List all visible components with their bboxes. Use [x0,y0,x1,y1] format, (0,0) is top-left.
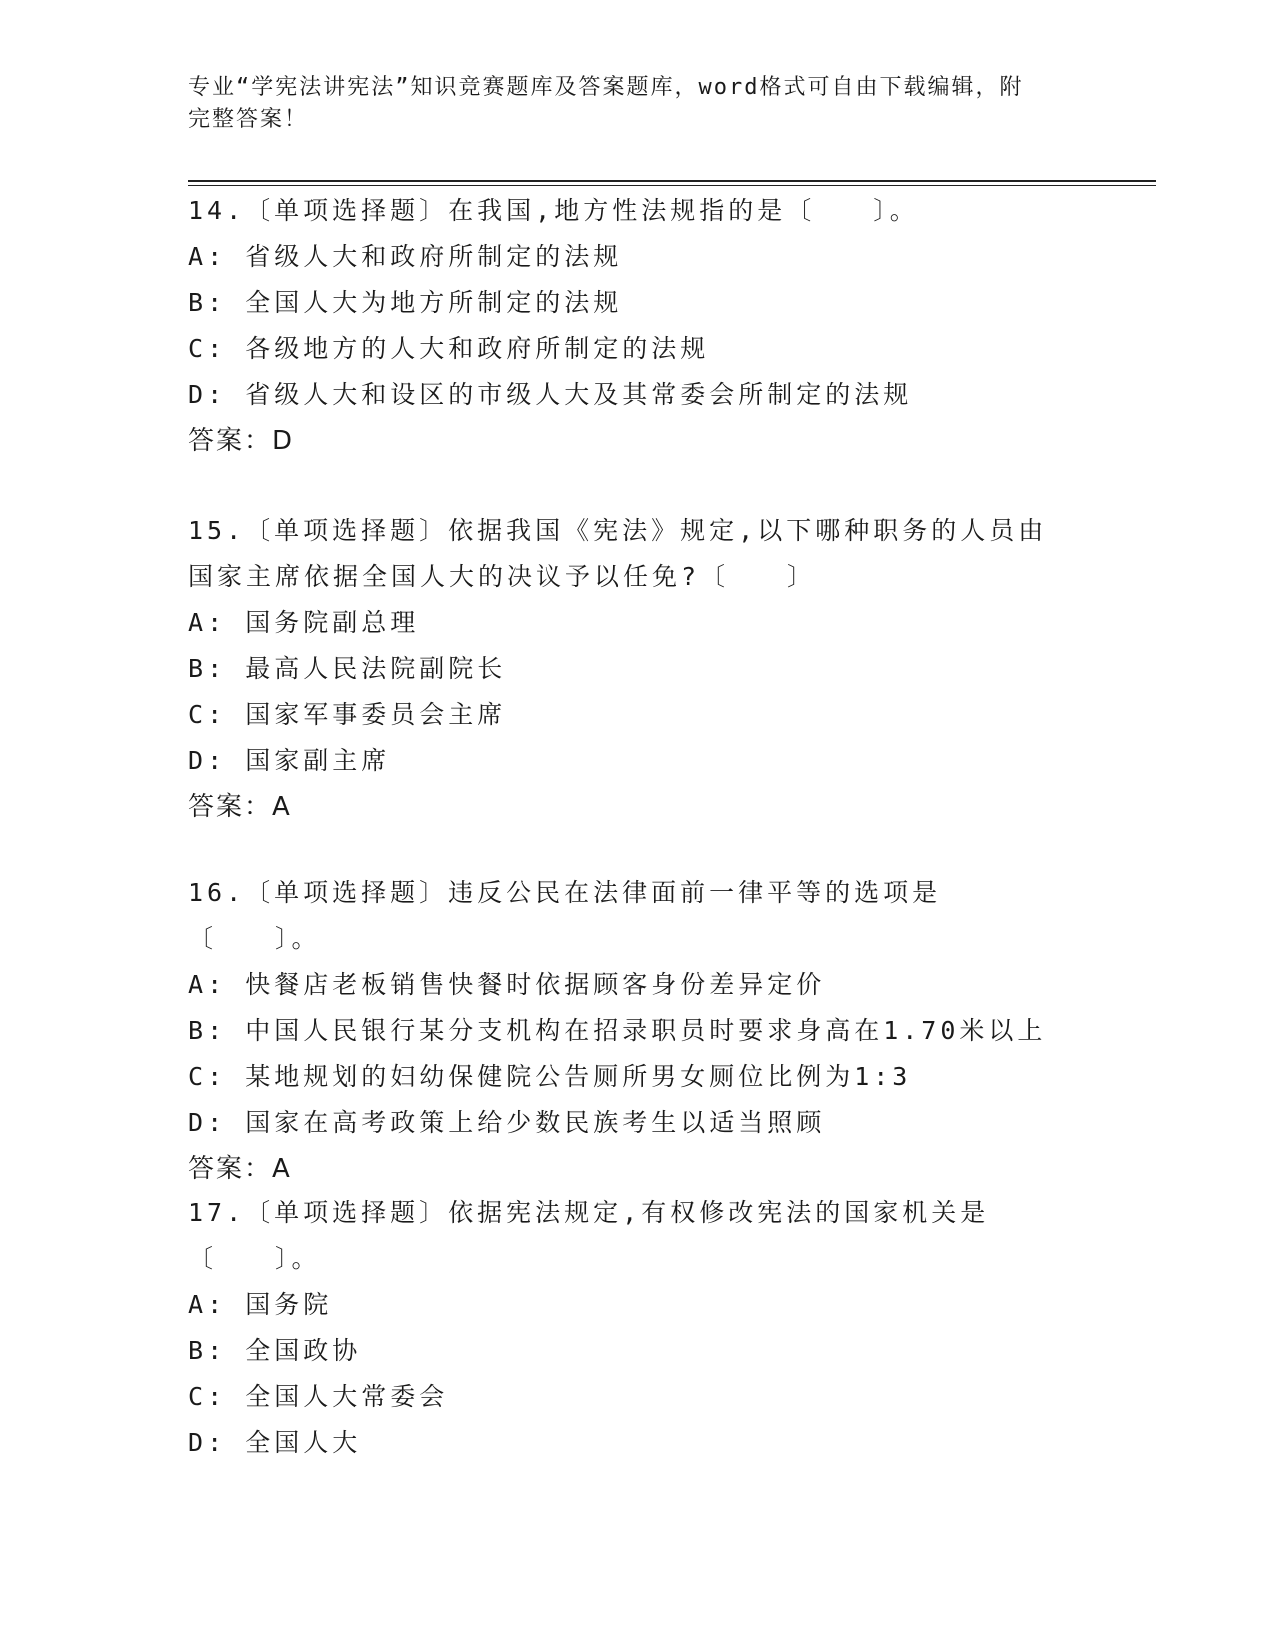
option-d [188,1420,1068,1466]
answer-value: D [272,426,295,456]
option-letter: C [188,1382,208,1411]
question-stem: 14.〔单项选择题〕在我国,地方性法规指的是〔 〕。 [188,196,919,225]
option-letter: D [188,1428,208,1457]
option-text: 国务院副总理 [245,608,420,637]
option-separator: : [207,334,227,363]
option-separator: : [207,288,227,317]
answer-value: A [272,1154,292,1184]
header-rule-thick [188,180,1156,182]
question-14 [188,188,1068,464]
answer-label: 答案： [188,792,273,822]
option-separator: : [207,1062,227,1091]
option-text: 省级人大和设区的市级人大及其常委会所制定的法规 [245,380,913,409]
answer-line [188,1146,1068,1192]
option-letter: A [188,970,208,999]
option-text: 全国人大 [245,1428,362,1457]
option-separator: : [207,1016,227,1045]
option-letter: B [188,654,208,683]
question-16 [188,870,1068,1192]
option-letter: A [188,242,208,271]
option-separator: : [207,1428,227,1457]
option-a [188,962,1068,1008]
option-separator: : [207,380,227,409]
option-letter: D [188,746,208,775]
document-header [188,72,1088,136]
option-separator: : [207,654,227,683]
option-text: 省级人大和政府所制定的法规 [245,242,623,271]
option-text: 某地规划的妇幼保健院公告厕所男女厕位比例为1:3 [245,1062,912,1091]
option-letter: D [188,380,208,409]
option-separator: : [207,1108,227,1137]
option-letter: B [188,288,208,317]
question-stem: 16.〔单项选择题〕违反公民在法律面前一律平等的选项是〔 〕。 [188,878,942,953]
option-b [188,280,1068,326]
option-text: 全国政协 [245,1336,362,1365]
option-letter: C [188,700,208,729]
option-text: 国家副主席 [245,746,391,775]
option-c [188,1054,1068,1100]
answer-line [188,418,1068,464]
option-d [188,738,1068,784]
answer-line [188,784,1068,830]
option-text: 各级地方的人大和政府所制定的法规 [245,334,710,363]
answer-value: A [272,792,292,822]
option-c [188,1374,1068,1420]
option-d [188,1100,1068,1146]
option-b [188,646,1068,692]
option-text: 最高人民法院副院长 [245,654,507,683]
question-17 [188,1190,1068,1466]
option-separator: : [207,608,227,637]
option-c [188,692,1068,738]
option-letter: D [188,1108,208,1137]
option-a [188,600,1068,646]
question-stem: 15.〔单项选择题〕依据我国《宪法》规定,以下哪种职务的人员由国家主席依据全国人大的决议予以任免?〔 〕 [188,516,1048,591]
option-separator: : [207,746,227,775]
option-separator: : [207,1336,227,1365]
option-d [188,372,1068,418]
option-c [188,326,1068,372]
option-letter: A [188,608,208,637]
option-letter: A [188,1290,208,1319]
option-letter: B [188,1016,208,1045]
option-separator: : [207,242,227,271]
option-separator: : [207,970,227,999]
option-text: 全国人大常委会 [245,1382,449,1411]
option-text: 国务院 [245,1290,333,1319]
question-stem: 17.〔单项选择题〕依据宪法规定,有权修改宪法的国家机关是〔 〕。 [188,1198,990,1273]
option-separator: : [207,1290,227,1319]
header-rule-thin [188,185,1156,186]
answer-label: 答案： [188,1154,273,1184]
option-letter: C [188,1062,208,1091]
option-separator: : [207,700,227,729]
option-a [188,1282,1068,1328]
option-text: 中国人民银行某分支机构在招录职员时要求身高在1.70米以上 [245,1016,1047,1045]
option-text: 全国人大为地方所制定的法规 [245,288,623,317]
option-separator: : [207,1382,227,1411]
option-text: 国家在高考政策上给少数民族考生以适当照顾 [245,1108,826,1137]
question-15 [188,508,1068,830]
option-letter: B [188,1336,208,1365]
header-line-2: 完整答案！ [188,107,309,132]
header-line-1: 专业“学宪法讲宪法”知识竞赛题库及答案题库，word格式可自由下载编辑，附 [188,75,1024,100]
option-a [188,234,1068,280]
option-b [188,1328,1068,1374]
option-b [188,1008,1068,1054]
option-text: 国家军事委员会主席 [245,700,507,729]
option-text: 快餐店老板销售快餐时依据顾客身份差异定价 [245,970,826,999]
option-letter: C [188,334,208,363]
answer-label: 答案： [188,426,273,456]
